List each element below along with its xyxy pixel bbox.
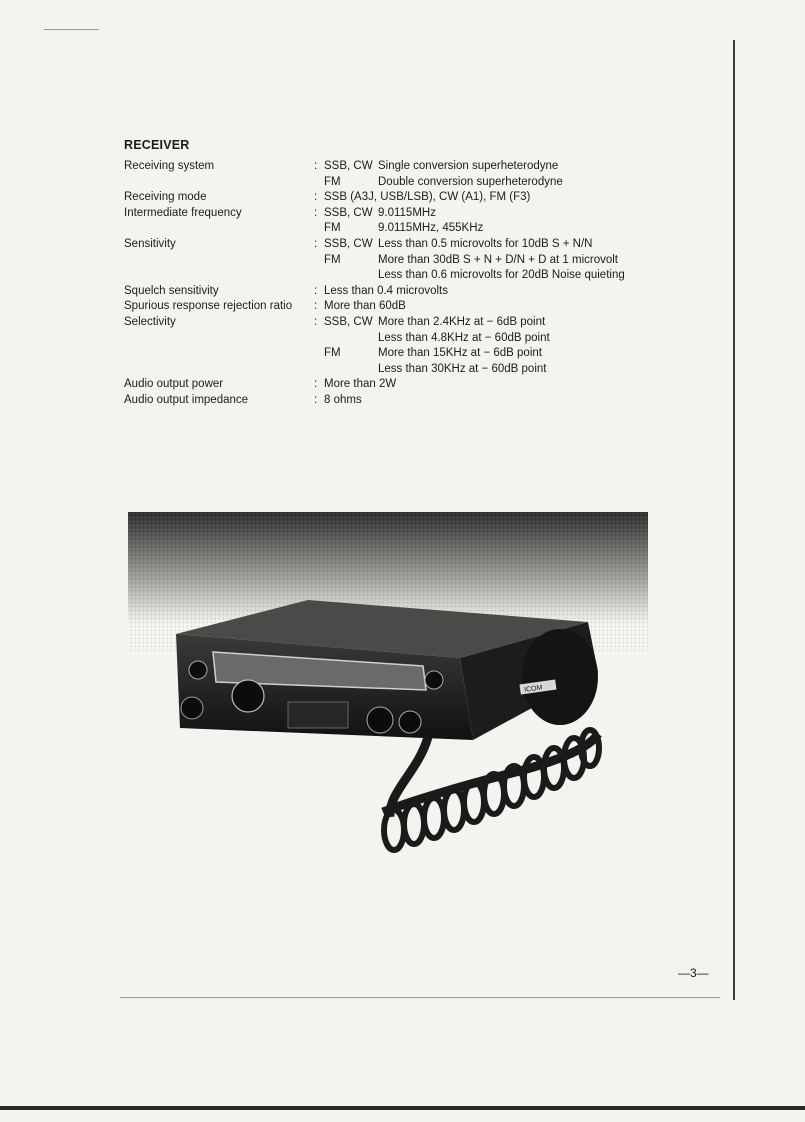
scan-edge-line [733,40,735,1000]
main-dial-icon [232,680,264,712]
spec-mode: FM [324,253,341,266]
scan-dash-line [120,997,720,998]
spec-colon: : [314,284,318,297]
spec-row [124,237,684,253]
page-number: —3— [678,966,709,980]
scan-mark-topleft [44,29,99,30]
spec-mode: SSB, CW [324,237,373,250]
spec-row [124,346,684,362]
knob-icon [367,707,393,733]
spec-row [124,206,684,222]
spec-label: Intermediate frequency [124,206,242,219]
spec-row [124,284,684,300]
spec-label: Receiving mode [124,191,207,204]
spec-mode: SSB, CW [324,206,373,219]
spec-value: Less than 0.6 microvolts for 20dB Noise quieting [378,269,625,282]
spec-value: Less than 4.8KHz at − 60dB point [378,331,550,344]
spec-row [124,362,684,378]
spec-value: More than 2.4KHz at − 6dB point [378,315,546,328]
spec-colon: : [314,393,318,406]
knob-icon [181,697,203,719]
spec-value: Less than 30KHz at − 60dB point [378,362,547,375]
spec-colon: : [314,191,318,204]
spec-row [124,299,684,315]
spec-value: Less than 0.5 microvolts for 10dB S + N/N [378,237,593,250]
spec-colon: : [314,237,318,250]
spec-list [124,159,684,409]
spec-mode: FM [324,175,341,188]
receiver-spec-section [124,138,684,409]
spec-label: Receiving system [124,160,215,172]
spec-row [124,159,684,175]
spec-label: Squelch sensitivity [124,284,219,297]
spec-row [124,221,684,237]
spec-mode: More than 60dB [324,300,406,313]
spec-colon: : [314,378,318,391]
spec-row [124,393,684,409]
section-title: RECEIVER [124,138,190,152]
spec-row [124,331,684,347]
spec-row [124,268,684,284]
spec-mode: More than 2W [324,378,397,391]
spec-label: Selectivity [124,315,176,328]
scan-bottom-rule [0,1106,805,1110]
spec-value: 9.0115MHz [378,206,436,219]
knob-icon [189,661,207,679]
spec-mode: SSB, CW [324,160,373,172]
transceiver-illustration [128,512,648,862]
spec-mode: FM [324,347,341,360]
spec-mode: Less than 0.4 microvolts [324,284,449,297]
spec-label: Audio output impedance [124,393,249,406]
spec-value: Single conversion superheterodyne [378,160,559,172]
button-cluster [288,702,348,728]
spec-row [124,190,684,206]
spec-mode: 8 ohms [324,393,362,406]
spec-value: Double conversion superheterodyne [378,175,563,188]
spec-label: Spurious response rejection ratio [124,300,293,313]
spec-value: 9.0115MHz, 455KHz [378,222,484,235]
transceiver-photo [128,512,648,862]
microphone [522,629,598,725]
spec-row [124,377,684,393]
spec-label: Audio output power [124,378,224,391]
cord-coils [384,730,599,850]
spec-mode: SSB (A3J, USB/LSB), CW (A1), FM (F3) [324,191,531,204]
spec-colon: : [314,160,318,172]
spec-colon: : [314,315,318,328]
spec-row [124,253,684,269]
spec-mode: SSB, CW [324,315,373,328]
spec-row [124,175,684,191]
spec-value: More than 15KHz at − 6dB point [378,347,542,360]
brand-badge: ICOM [523,684,543,694]
spec-mode: FM [324,222,341,235]
knob-icon [399,711,421,733]
knob-icon [425,671,443,689]
spec-row [124,315,684,331]
spec-colon: : [314,300,318,313]
spec-label: Sensitivity [124,237,176,250]
spec-colon: : [314,206,318,219]
spec-value: More than 30dB S + N + D/N + D at 1 microvolt [378,253,619,266]
